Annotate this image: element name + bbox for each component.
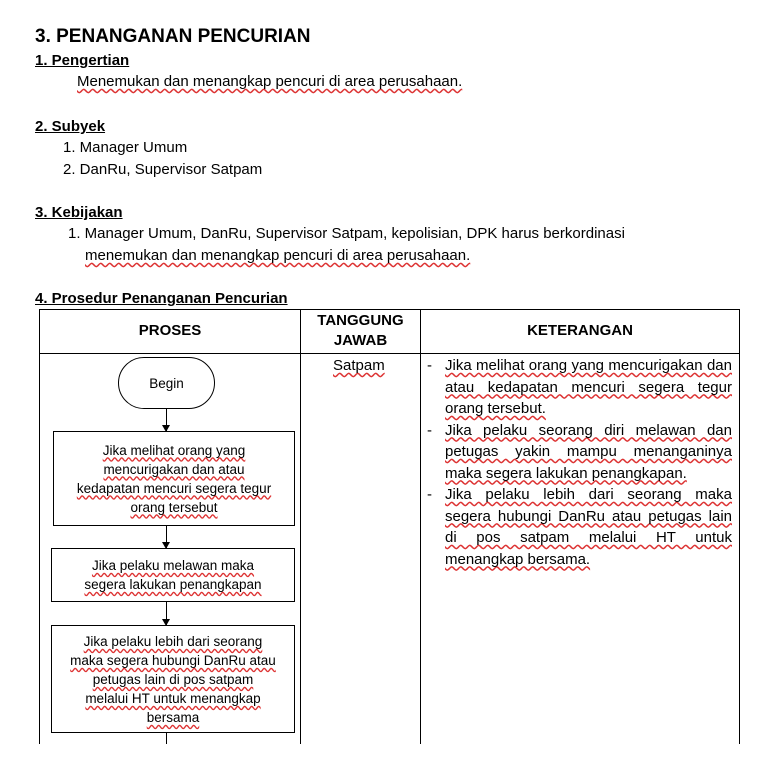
subyek-item-2: 2. DanRu, Supervisor Satpam	[63, 161, 263, 178]
step-2-line-2: segera lakukan penangkapan	[84, 577, 262, 592]
document-title: 3. PENANGANAN PENCURIAN	[35, 26, 311, 47]
step-1-line-2: mencurigakan dan atau	[103, 461, 245, 477]
step-3-line-1: Jika pelaku lebih dari seorang	[83, 634, 263, 649]
subyek-item-1: 1. Manager Umum	[63, 139, 188, 156]
arrow-1	[166, 409, 167, 431]
step-2-box	[51, 548, 295, 602]
header-jawab: JAWAB	[333, 332, 388, 349]
keterangan-item-2: - Jika pelaku seorang diri melawan dan petugas yakin mampu menanganinya maka segera lakukan penangkapan.	[427, 421, 732, 482]
header-tanggung: TANGGUNG	[317, 312, 404, 329]
step-3-line-5: bersama	[146, 710, 200, 725]
kebijakan-line-1: 1. Manager Umum, DanRu, Supervisor Satpam, kepolisian, DPK harus berkordinasi	[68, 225, 625, 242]
arrow-2	[166, 526, 167, 548]
prosedur-heading: 4. Prosedur Penanganan Pencurian	[35, 290, 288, 307]
header-keterangan: KETERANGAN	[527, 322, 633, 339]
begin-label: Begin	[149, 375, 184, 391]
keterangan-list	[427, 355, 732, 570]
step-3-box	[51, 625, 295, 733]
keterangan-item-3: - Jika pelaku lebih dari seorang maka segera hubungi DanRu atau petugas lain di pos satpam melalui HT untuk menangkap bersama.	[427, 486, 732, 568]
step-3-line-3: petugas lain di pos satpam	[92, 672, 254, 687]
step-2-line-1: Jika pelaku melawan maka	[91, 558, 255, 573]
header-proses: PROSES	[138, 322, 202, 339]
step-1-line-3: kedapatan mencuri segera tegur	[76, 480, 272, 496]
step-1-line-4: orang tersebut	[130, 499, 218, 515]
flow-connector-down	[166, 733, 167, 744]
arrow-3	[166, 602, 167, 625]
kebijakan-line-2: menemukan dan menangkap pencuri di area perusahaan.	[85, 247, 471, 264]
kebijakan-heading: 3. Kebijakan	[35, 204, 123, 221]
keterangan-item-1: - Jika melihat orang yang mencurigakan dan atau kedapatan mencuri segera tegur orang tersebut.	[427, 357, 732, 417]
step-1-box	[53, 431, 295, 526]
pengertian-text: Menemukan dan menangkap pencuri di area perusahaan.	[77, 73, 463, 90]
begin-terminal	[118, 357, 215, 409]
subyek-heading: 2. Subyek	[35, 118, 106, 135]
tanggung-jawab-cell: Satpam	[333, 357, 385, 374]
step-1-line-1: Jika melihat orang yang	[102, 442, 246, 458]
step-3-line-4: melalui HT untuk menangkap	[85, 691, 261, 706]
step-3-line-2: maka segera hubungi DanRu atau	[70, 653, 276, 668]
pengertian-heading: 1. Pengertian	[35, 52, 130, 69]
